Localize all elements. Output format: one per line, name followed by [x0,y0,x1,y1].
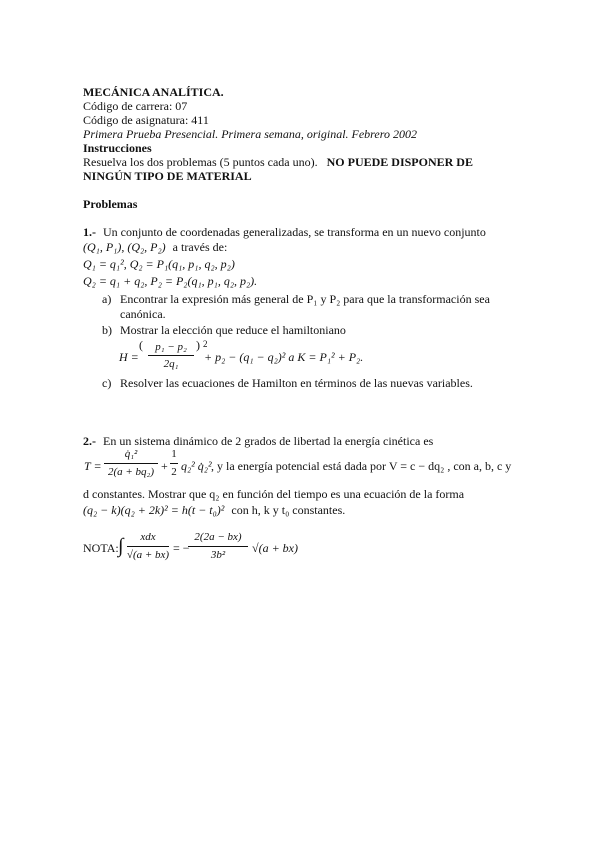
instructions-plain: Resuelva los dos problemas (5 puntos cada uno). [83,155,318,169]
problem1-sets: (Q₁, P₁), (Q₂, P₂) [83,240,166,254]
integral-sign: ∫ [118,535,124,557]
career-code: Código de carrera: 07 [83,99,188,113]
problem1-eq2: Q₂ = q₁ + q₂, P₂ = P₂(q₁, p₁, q₂, p₂). [83,274,258,288]
problem2-intro: En un sistema dinámico de 2 grados de libertad la energía cinética es [103,434,434,448]
kinetic-bar1 [104,463,158,464]
hamiltonian-denominator: 2q₁ [163,358,179,370]
hamiltonian-fraction-bar [148,355,194,356]
problem2-constants: con h, k y t₀ constantes. [231,503,346,517]
kinetic-plus: + [161,459,168,473]
problem1-part-a-label: a) [102,292,112,306]
problem2-equation: (q₂ − k)(q₂ + 2k)² = h(t − t₀)² [83,503,225,517]
problem1-part-a: Encontrar la expresión más general de P₁ y P₂ para que la transformación sea [120,292,490,306]
problem1-number: 1.- [83,225,96,239]
problem1-eq1: Q₁ = q₁², Q₂ = P₁(q₁, p₁, q₂, p₂) [83,257,235,271]
instructions-heading: Instrucciones [83,141,152,155]
problem1-intro: Un conjunto de coordenadas generalizadas, se transforma en un nuevo conjunto [103,225,486,239]
potential-text: , y la energía potencial está dada por V = c − dq₂ , con a, b, c y [211,459,512,473]
hamiltonian-rest: + p₂ − (q₁ − q₂)² a K = P₁² + P₂. [204,350,364,364]
problem2-intro-line [83,434,433,448]
problem1-intro-line [83,225,486,239]
problem2-number: 2.- [83,434,96,448]
kinetic-den1: 2(a + bq₂) [107,466,155,478]
note-num1: xdx [140,531,156,543]
note-bar1 [127,546,169,547]
problem1-part-c: Resolver las ecuaciones de Hamilton en términos de las nuevas variables. [120,376,473,390]
instructions-text [83,155,473,169]
note-den2: 3b² [210,549,226,561]
note-equals: = − [173,541,190,555]
hamiltonian-exponent: 2 [203,339,208,349]
problem1-part-b: Mostrar la elección que reduce el hamiltoniano [120,323,346,337]
kinetic-lhs: T = [84,459,102,473]
hamiltonian-paren-open: ( [139,338,143,352]
session-line: Primera Prueba Presencial. Primera semana, original. Febrero 2002 [83,127,417,141]
note-num2: 2(2a − bx) [194,531,242,543]
subject-code: Código de asignatura: 411 [83,113,209,127]
problem1-sets-line [83,240,227,254]
hamiltonian-numerator: p₁ − p₂ [155,341,187,353]
instructions-bold-1: NO PUEDE DISPONER DE [326,155,473,169]
note-tail: √(a + bx) [252,541,299,555]
kinetic-den2: 2 [171,466,177,478]
problems-heading: Problemas [83,197,138,211]
problem2-line2: d constantes. Mostrar que q₂ en función del tiempo es una ecuación de la forma [83,487,465,501]
instructions-bold-2: NINGÚN TIPO DE MATERIAL [83,169,252,183]
kinetic-num1: q̇₁² [124,448,138,460]
kinetic-term2: q₂² q̇₂² [181,459,212,473]
problem1-part-b-label: b) [102,323,112,337]
kinetic-bar2 [170,463,178,464]
note-den1: √(a + bx) [126,549,170,561]
problem1-part-c-label: c) [102,376,112,390]
problem2-line3 [83,503,345,517]
note-label: NOTA: [83,541,119,555]
note-bar2 [188,546,248,547]
hamiltonian-lhs: H = [119,350,139,364]
problem1-via: a través de: [172,240,228,254]
problem1-part-a-cont: canónica. [120,307,166,321]
hamiltonian-paren-close: ) [196,338,200,352]
kinetic-num2: 1 [171,448,177,460]
exam-title: MECÁNICA ANALÍTICA. [83,85,224,99]
